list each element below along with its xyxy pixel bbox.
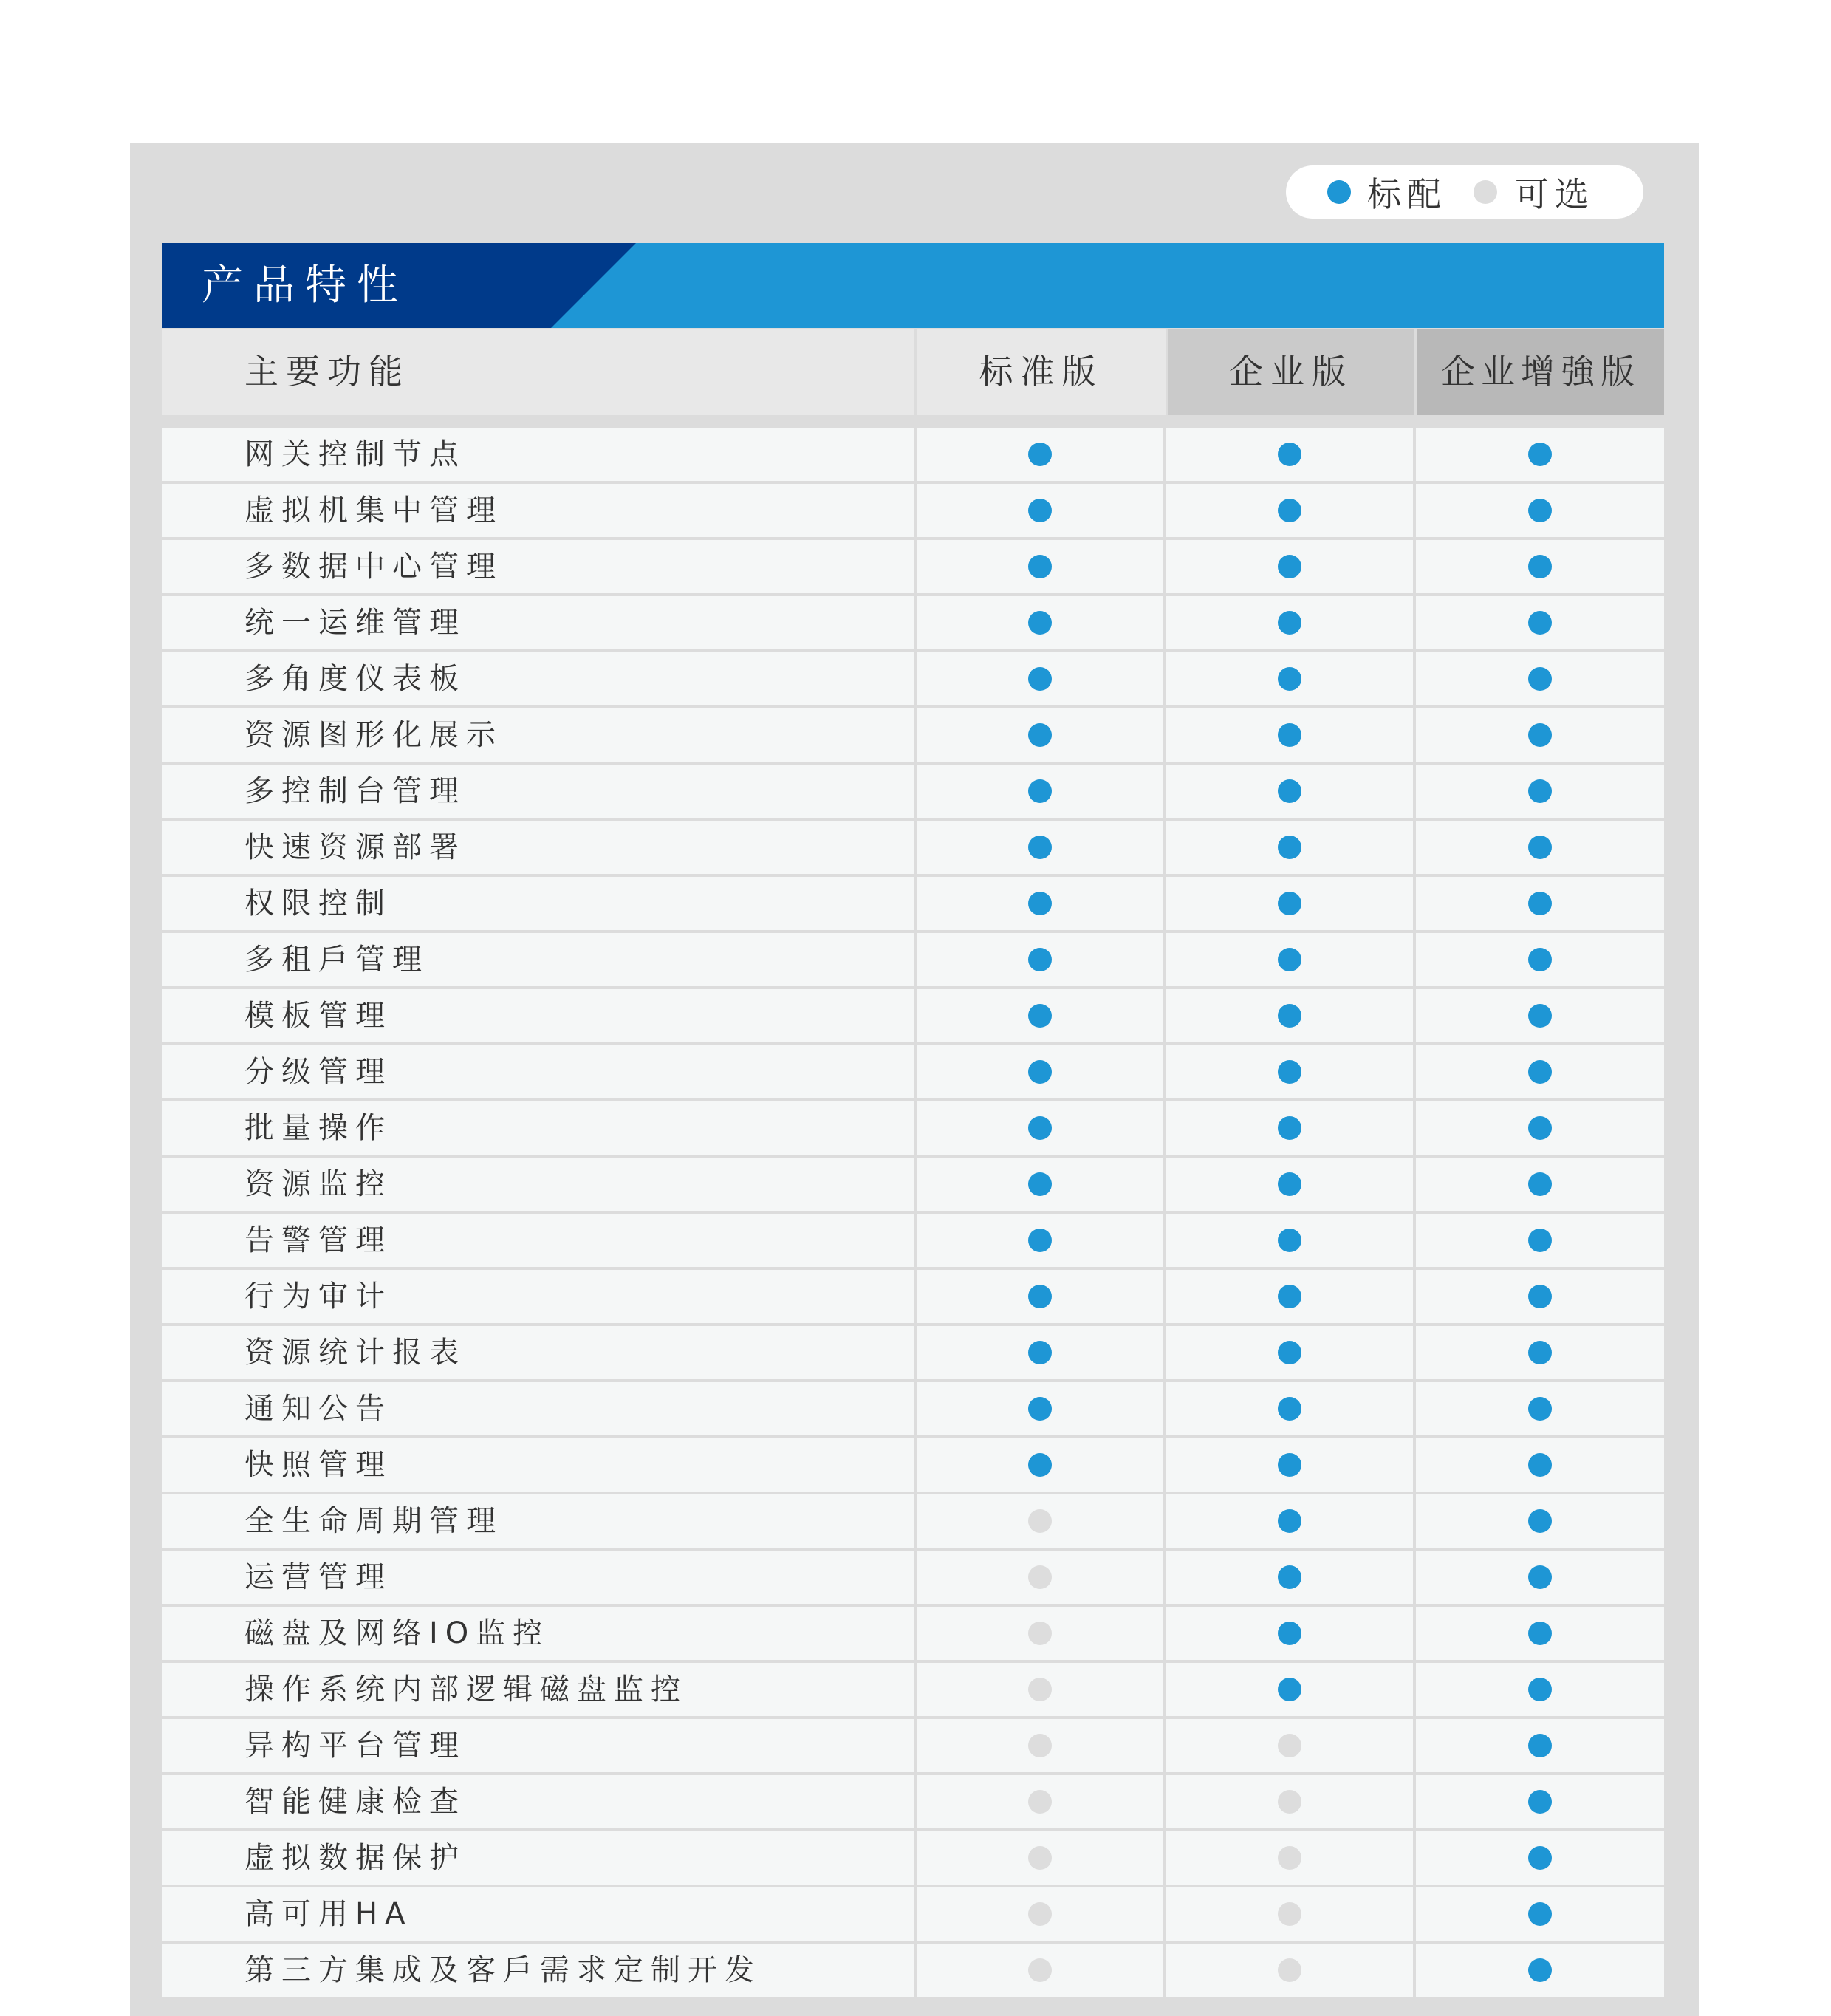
standard-dot-icon bbox=[1028, 443, 1052, 466]
column-header-enterprise-plus: 企业增強版 bbox=[1417, 329, 1664, 415]
standard-cell bbox=[917, 596, 1163, 649]
enterprise-plus-cell bbox=[1416, 596, 1664, 649]
standard-dot-icon bbox=[1528, 1846, 1552, 1870]
enterprise-plus-cell bbox=[1416, 1382, 1664, 1435]
table-row bbox=[162, 540, 1664, 593]
feature-cell bbox=[162, 1382, 914, 1435]
feature-cell bbox=[162, 821, 914, 874]
standard-dot-icon bbox=[1528, 1397, 1552, 1421]
optional-dot-icon bbox=[1278, 1790, 1301, 1814]
standard-dot-icon bbox=[1028, 1285, 1052, 1308]
standard-dot-icon bbox=[1327, 180, 1351, 204]
enterprise-plus-cell bbox=[1416, 1494, 1664, 1548]
feature-cell bbox=[162, 1663, 914, 1716]
feature-cell bbox=[162, 596, 914, 649]
table-row bbox=[162, 1494, 1664, 1548]
feature-cell bbox=[162, 1887, 914, 1941]
table-row bbox=[162, 877, 1664, 930]
feature-cell bbox=[162, 1494, 914, 1548]
standard-dot-icon bbox=[1028, 892, 1052, 915]
enterprise-plus-cell bbox=[1416, 484, 1664, 537]
standard-cell bbox=[917, 765, 1163, 818]
enterprise-plus-cell bbox=[1416, 989, 1664, 1042]
legend-optional-label: 可选 bbox=[1515, 174, 1595, 214]
feature-label: 快速资源部署 bbox=[244, 830, 466, 864]
table-row bbox=[162, 1719, 1664, 1772]
standard-cell bbox=[917, 933, 1163, 986]
enterprise-cell bbox=[1166, 933, 1413, 986]
standard-cell bbox=[917, 1551, 1163, 1604]
table-row bbox=[162, 596, 1664, 649]
enterprise-plus-cell bbox=[1416, 652, 1664, 705]
standard-cell bbox=[917, 989, 1163, 1042]
standard-dot-icon bbox=[1278, 1172, 1301, 1196]
feature-label: 运营管理 bbox=[244, 1560, 392, 1594]
standard-dot-icon bbox=[1278, 1116, 1301, 1140]
enterprise-cell bbox=[1166, 596, 1413, 649]
table-row bbox=[162, 1101, 1664, 1155]
enterprise-plus-cell bbox=[1416, 1551, 1664, 1604]
table-row bbox=[162, 1270, 1664, 1323]
standard-dot-icon bbox=[1528, 1060, 1552, 1084]
table-row bbox=[162, 1944, 1664, 1997]
feature-label: 资源图形化展示 bbox=[244, 718, 503, 752]
enterprise-cell bbox=[1166, 989, 1413, 1042]
feature-label: 分级管理 bbox=[244, 1055, 392, 1089]
enterprise-plus-cell bbox=[1416, 1831, 1664, 1885]
enterprise-cell bbox=[1166, 1831, 1413, 1885]
enterprise-cell bbox=[1166, 1101, 1413, 1155]
column-header-enterprise: 企业版 bbox=[1168, 329, 1414, 415]
enterprise-cell bbox=[1166, 1719, 1413, 1772]
standard-dot-icon bbox=[1528, 1453, 1552, 1477]
feature-label: 多数据中心管理 bbox=[244, 550, 503, 584]
feature-label: 虚拟机集中管理 bbox=[244, 493, 503, 527]
enterprise-plus-cell bbox=[1416, 1438, 1664, 1492]
feature-label: 操作系统内部逻辑磁盘监控 bbox=[244, 1672, 688, 1706]
standard-dot-icon bbox=[1278, 1678, 1301, 1701]
enterprise-cell bbox=[1166, 484, 1413, 537]
standard-cell bbox=[917, 1944, 1163, 1997]
table-row bbox=[162, 1775, 1664, 1828]
optional-dot-icon bbox=[1028, 1846, 1052, 1870]
feature-cell bbox=[162, 1045, 914, 1098]
feature-cell bbox=[162, 1158, 914, 1211]
standard-cell bbox=[917, 1382, 1163, 1435]
enterprise-cell bbox=[1166, 821, 1413, 874]
feature-label: 通知公告 bbox=[244, 1392, 392, 1426]
enterprise-plus-cell bbox=[1416, 1663, 1664, 1716]
feature-cell bbox=[162, 1551, 914, 1604]
standard-cell bbox=[917, 1494, 1163, 1548]
standard-dot-icon bbox=[1528, 611, 1552, 635]
feature-cell bbox=[162, 1607, 914, 1660]
standard-cell bbox=[917, 484, 1163, 537]
standard-dot-icon bbox=[1028, 667, 1052, 691]
enterprise-cell bbox=[1166, 765, 1413, 818]
enterprise-plus-cell bbox=[1416, 877, 1664, 930]
column-header-standard: 标准版 bbox=[917, 329, 1166, 415]
standard-dot-icon bbox=[1528, 1509, 1552, 1533]
enterprise-cell bbox=[1166, 877, 1413, 930]
enterprise-cell bbox=[1166, 428, 1413, 481]
standard-cell bbox=[917, 1045, 1163, 1098]
feature-label: 模板管理 bbox=[244, 999, 392, 1033]
standard-dot-icon bbox=[1028, 1397, 1052, 1421]
optional-dot-icon bbox=[1028, 1734, 1052, 1757]
feature-cell bbox=[162, 765, 914, 818]
enterprise-cell bbox=[1166, 1045, 1413, 1098]
standard-dot-icon bbox=[1528, 555, 1552, 578]
enterprise-plus-cell bbox=[1416, 1158, 1664, 1211]
enterprise-cell bbox=[1166, 1326, 1413, 1379]
standard-dot-icon bbox=[1528, 779, 1552, 803]
optional-dot-icon bbox=[1278, 1846, 1301, 1870]
column-header-feature: 主要功能 bbox=[162, 329, 914, 415]
feature-label: 第三方集成及客戶需求定制开发 bbox=[244, 1953, 762, 1987]
standard-dot-icon bbox=[1028, 1229, 1052, 1252]
enterprise-plus-cell bbox=[1416, 933, 1664, 986]
optional-dot-icon bbox=[1278, 1902, 1301, 1926]
enterprise-cell bbox=[1166, 1214, 1413, 1267]
feature-label: 快照管理 bbox=[244, 1448, 392, 1482]
standard-dot-icon bbox=[1278, 499, 1301, 522]
optional-dot-icon bbox=[1028, 1958, 1052, 1982]
standard-cell bbox=[917, 1438, 1163, 1492]
standard-dot-icon bbox=[1528, 443, 1552, 466]
standard-dot-icon bbox=[1278, 948, 1301, 971]
enterprise-plus-cell bbox=[1416, 1719, 1664, 1772]
feature-cell bbox=[162, 708, 914, 762]
optional-dot-icon bbox=[1278, 1734, 1301, 1757]
standard-cell bbox=[917, 1831, 1163, 1885]
standard-dot-icon bbox=[1528, 1116, 1552, 1140]
enterprise-cell bbox=[1166, 1551, 1413, 1604]
feature-cell bbox=[162, 933, 914, 986]
section-title: 产品特性 bbox=[202, 262, 408, 310]
standard-cell bbox=[917, 1101, 1163, 1155]
enterprise-plus-cell bbox=[1416, 821, 1664, 874]
standard-dot-icon bbox=[1528, 1285, 1552, 1308]
enterprise-cell bbox=[1166, 1887, 1413, 1941]
standard-dot-icon bbox=[1028, 499, 1052, 522]
table-row bbox=[162, 1551, 1664, 1604]
enterprise-cell bbox=[1166, 708, 1413, 762]
standard-dot-icon bbox=[1278, 1285, 1301, 1308]
standard-dot-icon bbox=[1528, 1004, 1552, 1028]
feature-label: 智能健康检查 bbox=[244, 1785, 466, 1819]
feature-label: 告警管理 bbox=[244, 1223, 392, 1257]
standard-cell bbox=[917, 428, 1163, 481]
standard-cell bbox=[917, 877, 1163, 930]
enterprise-plus-cell bbox=[1416, 1887, 1664, 1941]
enterprise-plus-cell bbox=[1416, 708, 1664, 762]
standard-cell bbox=[917, 1214, 1163, 1267]
standard-dot-icon bbox=[1278, 779, 1301, 803]
standard-dot-icon bbox=[1278, 1341, 1301, 1364]
standard-dot-icon bbox=[1528, 1734, 1552, 1757]
feature-label: 高可用HA bbox=[244, 1897, 413, 1931]
standard-dot-icon bbox=[1278, 443, 1301, 466]
table-row bbox=[162, 1438, 1664, 1492]
feature-label: 批量操作 bbox=[244, 1111, 392, 1145]
feature-label: 多控制台管理 bbox=[244, 774, 466, 808]
standard-cell bbox=[917, 1607, 1163, 1660]
feature-label: 多角度仪表板 bbox=[244, 662, 466, 696]
standard-dot-icon bbox=[1278, 836, 1301, 859]
table-row bbox=[162, 652, 1664, 705]
standard-dot-icon bbox=[1528, 948, 1552, 971]
section-title-bar bbox=[162, 243, 1664, 328]
standard-cell bbox=[917, 1326, 1163, 1379]
feature-cell bbox=[162, 1214, 914, 1267]
feature-cell bbox=[162, 428, 914, 481]
standard-dot-icon bbox=[1528, 499, 1552, 522]
enterprise-cell bbox=[1166, 652, 1413, 705]
feature-cell bbox=[162, 1326, 914, 1379]
feature-cell bbox=[162, 1101, 914, 1155]
standard-cell bbox=[917, 1663, 1163, 1716]
feature-label: 全生命周期管理 bbox=[244, 1504, 503, 1538]
enterprise-cell bbox=[1166, 1382, 1413, 1435]
enterprise-plus-cell bbox=[1416, 1270, 1664, 1323]
feature-label: 行为审计 bbox=[244, 1279, 392, 1313]
enterprise-plus-cell bbox=[1416, 1045, 1664, 1098]
table-row bbox=[162, 484, 1664, 537]
enterprise-cell bbox=[1166, 540, 1413, 593]
standard-dot-icon bbox=[1028, 1060, 1052, 1084]
standard-dot-icon bbox=[1528, 1622, 1552, 1645]
feature-cell bbox=[162, 1775, 914, 1828]
standard-cell bbox=[917, 1158, 1163, 1211]
enterprise-plus-cell bbox=[1416, 428, 1664, 481]
standard-dot-icon bbox=[1028, 836, 1052, 859]
standard-dot-icon bbox=[1278, 1565, 1301, 1589]
standard-dot-icon bbox=[1278, 611, 1301, 635]
enterprise-plus-cell bbox=[1416, 1607, 1664, 1660]
optional-dot-icon bbox=[1028, 1565, 1052, 1589]
table-row bbox=[162, 428, 1664, 481]
optional-dot-icon bbox=[1474, 180, 1497, 204]
table-row bbox=[162, 933, 1664, 986]
table-row bbox=[162, 1607, 1664, 1660]
enterprise-cell bbox=[1166, 1607, 1413, 1660]
feature-label: 多租戶管理 bbox=[244, 943, 429, 977]
feature-cell bbox=[162, 1270, 914, 1323]
feature-label: 资源统计报表 bbox=[244, 1336, 466, 1370]
standard-dot-icon bbox=[1528, 1229, 1552, 1252]
standard-dot-icon bbox=[1028, 1341, 1052, 1364]
standard-cell bbox=[917, 708, 1163, 762]
table-row bbox=[162, 1045, 1664, 1098]
enterprise-plus-cell bbox=[1416, 765, 1664, 818]
table-row bbox=[162, 1382, 1664, 1435]
standard-dot-icon bbox=[1528, 1678, 1552, 1701]
standard-dot-icon bbox=[1528, 1902, 1552, 1926]
standard-dot-icon bbox=[1278, 667, 1301, 691]
enterprise-cell bbox=[1166, 1663, 1413, 1716]
standard-cell bbox=[917, 540, 1163, 593]
standard-dot-icon bbox=[1528, 1958, 1552, 1982]
table-row bbox=[162, 1663, 1664, 1716]
optional-dot-icon bbox=[1028, 1790, 1052, 1814]
standard-dot-icon bbox=[1028, 723, 1052, 747]
feature-cell bbox=[162, 652, 914, 705]
table-row bbox=[162, 1887, 1664, 1941]
optional-dot-icon bbox=[1028, 1509, 1052, 1533]
table-row bbox=[162, 1158, 1664, 1211]
feature-label: 权限控制 bbox=[244, 886, 392, 920]
optional-dot-icon bbox=[1278, 1958, 1301, 1982]
feature-cell bbox=[162, 1831, 914, 1885]
standard-cell bbox=[917, 652, 1163, 705]
feature-cell bbox=[162, 989, 914, 1042]
standard-dot-icon bbox=[1028, 948, 1052, 971]
standard-dot-icon bbox=[1528, 836, 1552, 859]
table-row bbox=[162, 989, 1664, 1042]
standard-dot-icon bbox=[1028, 555, 1052, 578]
standard-dot-icon bbox=[1278, 1004, 1301, 1028]
standard-dot-icon bbox=[1278, 723, 1301, 747]
feature-rows bbox=[162, 428, 1664, 2000]
table-row bbox=[162, 1214, 1664, 1267]
enterprise-plus-cell bbox=[1416, 540, 1664, 593]
enterprise-cell bbox=[1166, 1494, 1413, 1548]
standard-dot-icon bbox=[1278, 1229, 1301, 1252]
feature-label: 虚拟数据保护 bbox=[244, 1841, 466, 1875]
legend-standard-label: 标配 bbox=[1367, 174, 1447, 214]
standard-dot-icon bbox=[1528, 1565, 1552, 1589]
feature-label: 网关控制节点 bbox=[244, 437, 466, 471]
table-row bbox=[162, 1831, 1664, 1885]
standard-dot-icon bbox=[1278, 1397, 1301, 1421]
optional-dot-icon bbox=[1028, 1678, 1052, 1701]
standard-dot-icon bbox=[1528, 1790, 1552, 1814]
standard-dot-icon bbox=[1028, 1116, 1052, 1140]
standard-dot-icon bbox=[1528, 1341, 1552, 1364]
optional-dot-icon bbox=[1028, 1622, 1052, 1645]
feature-cell bbox=[162, 540, 914, 593]
enterprise-cell bbox=[1166, 1270, 1413, 1323]
standard-dot-icon bbox=[1528, 723, 1552, 747]
standard-cell bbox=[917, 1719, 1163, 1772]
feature-cell bbox=[162, 484, 914, 537]
standard-dot-icon bbox=[1028, 1004, 1052, 1028]
enterprise-plus-cell bbox=[1416, 1775, 1664, 1828]
optional-dot-icon bbox=[1028, 1902, 1052, 1926]
table-row bbox=[162, 765, 1664, 818]
standard-dot-icon bbox=[1528, 892, 1552, 915]
standard-dot-icon bbox=[1528, 667, 1552, 691]
enterprise-cell bbox=[1166, 1158, 1413, 1211]
feature-cell bbox=[162, 877, 914, 930]
standard-dot-icon bbox=[1278, 892, 1301, 915]
feature-label: 统一运维管理 bbox=[244, 606, 466, 640]
table-row bbox=[162, 821, 1664, 874]
feature-label: 异构平台管理 bbox=[244, 1729, 466, 1763]
standard-cell bbox=[917, 1775, 1163, 1828]
standard-dot-icon bbox=[1278, 555, 1301, 578]
standard-dot-icon bbox=[1278, 1622, 1301, 1645]
standard-dot-icon bbox=[1278, 1453, 1301, 1477]
feature-cell bbox=[162, 1944, 914, 1997]
enterprise-cell bbox=[1166, 1775, 1413, 1828]
table-row bbox=[162, 708, 1664, 762]
feature-cell bbox=[162, 1438, 914, 1492]
standard-dot-icon bbox=[1528, 1172, 1552, 1196]
standard-dot-icon bbox=[1028, 611, 1052, 635]
legend bbox=[1286, 165, 1643, 219]
feature-label: 磁盘及网络IO监控 bbox=[244, 1616, 550, 1650]
standard-dot-icon bbox=[1028, 1172, 1052, 1196]
enterprise-cell bbox=[1166, 1438, 1413, 1492]
table-row bbox=[162, 1326, 1664, 1379]
feature-label: 资源监控 bbox=[244, 1167, 392, 1201]
standard-dot-icon bbox=[1028, 1453, 1052, 1477]
enterprise-plus-cell bbox=[1416, 1214, 1664, 1267]
standard-dot-icon bbox=[1278, 1509, 1301, 1533]
standard-dot-icon bbox=[1278, 1060, 1301, 1084]
enterprise-plus-cell bbox=[1416, 1944, 1664, 1997]
standard-cell bbox=[917, 1270, 1163, 1323]
enterprise-cell bbox=[1166, 1944, 1413, 1997]
standard-cell bbox=[917, 1887, 1163, 1941]
enterprise-plus-cell bbox=[1416, 1101, 1664, 1155]
enterprise-plus-cell bbox=[1416, 1326, 1664, 1379]
standard-dot-icon bbox=[1028, 779, 1052, 803]
standard-cell bbox=[917, 821, 1163, 874]
feature-cell bbox=[162, 1719, 914, 1772]
